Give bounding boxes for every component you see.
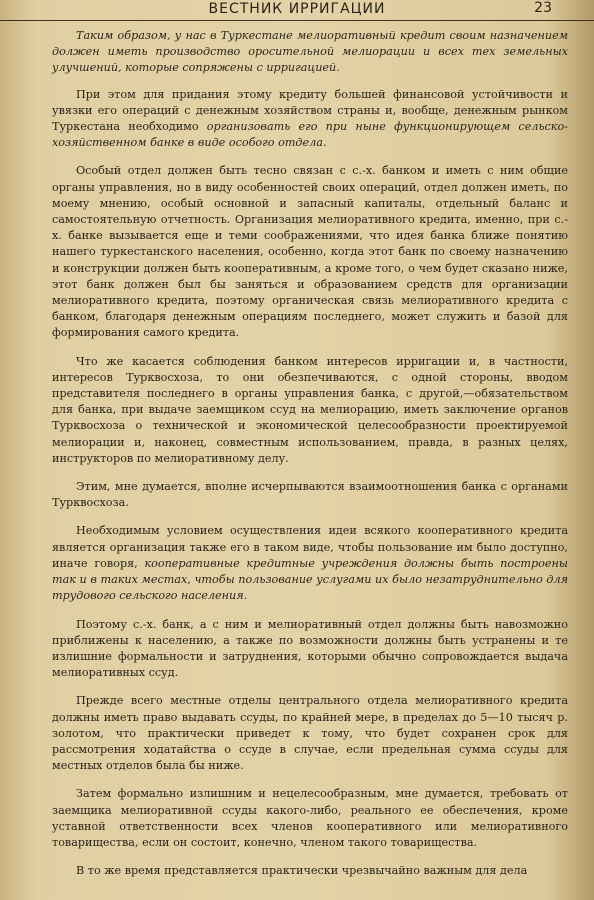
paragraph-7: Поэтому с.-х. банк, а с ним и мелиоративный отдел должны быть навозможно приближены к населению, а также по возможности должны быть устранены и те излишние формальности и затруднения, которыми обычно сопровождается выдача мелиоративных ссуд. xyxy=(52,617,568,680)
journal-title: ВЕСТНИК ИРРИГАЦИИ xyxy=(208,1,386,17)
running-header xyxy=(0,0,594,21)
paragraph-2-text: При этом для придания этому кредиту большей финансовой устойчивости и увязки его операций с денежным хозяйством страны и, вообще, денежным рынком Туркестана необходимо xyxy=(52,87,568,134)
paragraph-1: Таким образом, у нас в Туркестане мелиоративный кредит своим назначением должен иметь производство оросительной мелиорации и всех тех земельных улучшений, которые сопряжены с ирригацией. xyxy=(52,29,568,75)
paragraph-9: Затем формально излишним и нецелесообразным, мне думается, требовать от заемщика мелиоративной ссуды какого-либо, реального ее обеспечения, кроме уставной ответственности всех членов кооперативного или мелиоративного товарищества, если он состоит, конечно, членом такого товарищества. xyxy=(52,787,568,849)
paragraph-2 xyxy=(52,87,568,152)
paragraph-5: Этим, мне думается, вполне исчерпываются взаимоотношения банка с органами Турквосхоза. xyxy=(52,480,568,510)
paragraph-8: Прежде всего местные отделы центрального отдела мелиоративного кредита должны иметь право выдавать ссуды, по крайней мере, в пределах до 5—10 тысяч р. золотом, что практически приведет к тому, что будет сохранен срок для рассмотрения ходатайства о ссуде в случае, если предельная сумма ссуды для местных отделов была бы ниже. xyxy=(52,694,568,773)
paragraph-4: Что же касается соблюдения банком интересов ирригации и, в частности, интересов Турквосхоза, то они обезпечиваются, с одной стороны, вводом представителя последнего в органы управления банка, с другой,—обязательством для банка, при выдаче заемщиком ссуд на мелиорацию, иметь заключение органов Турквосхоза о технической и экономической целесообразности проектируемой мелиорации и, наконец, совместным использованием, правда, в разных целях, инструкторов по мелиоративному делу. xyxy=(52,354,568,465)
paragraph-6-emphasis: кооперативные кредитные учреждения должны быть построены так и в таких местах, чтобы пользование услугами их было незатруднительно для трудового сельского населения. xyxy=(52,556,568,603)
paragraph-10: В то же время представляется практически чрезвычайно важным для дела xyxy=(76,864,528,878)
paragraph-3: Особый отдел должен быть тесно связан с с.-х. банком и иметь с ним общие органы управления, но в виду особенностей своих операций, отдел должен иметь, по моему мнению, особый основной и запасный капиталы, отдельный баланс и самостоятельную отчетность. Организация мелиоративного кредита, именно, при с.-х. банке вызывается еще и теми соображениями, что идея банка ближе понятию нашего туркестанского населения, особенно, когда этот банк по своему назначению и конструкции должен быть кооперативным, а кроме того, о чем будет сказано ниже, этот банк должен был бы заняться и образованием средств для организации мелиоративного кредита, поэтому органическая связь мелиоративного кредита с банком, благодаря денежным операциям последнего, может служить и базой для формирования самого кредита. xyxy=(52,164,568,340)
paragraph-6-text: Необходимым условием осуществления идеи всякого кооперативного кредита является организация также его в таком виде, чтобы пользование им было доступно, иначе говоря, xyxy=(52,524,568,570)
paragraph-2-emphasis: организовать его при ныне функционирующем сельско-хозяйственном банке в виде особого отдела. xyxy=(52,120,568,150)
article-body xyxy=(52,28,568,879)
page-number: 23 xyxy=(534,0,552,16)
paragraph-6 xyxy=(52,523,568,604)
